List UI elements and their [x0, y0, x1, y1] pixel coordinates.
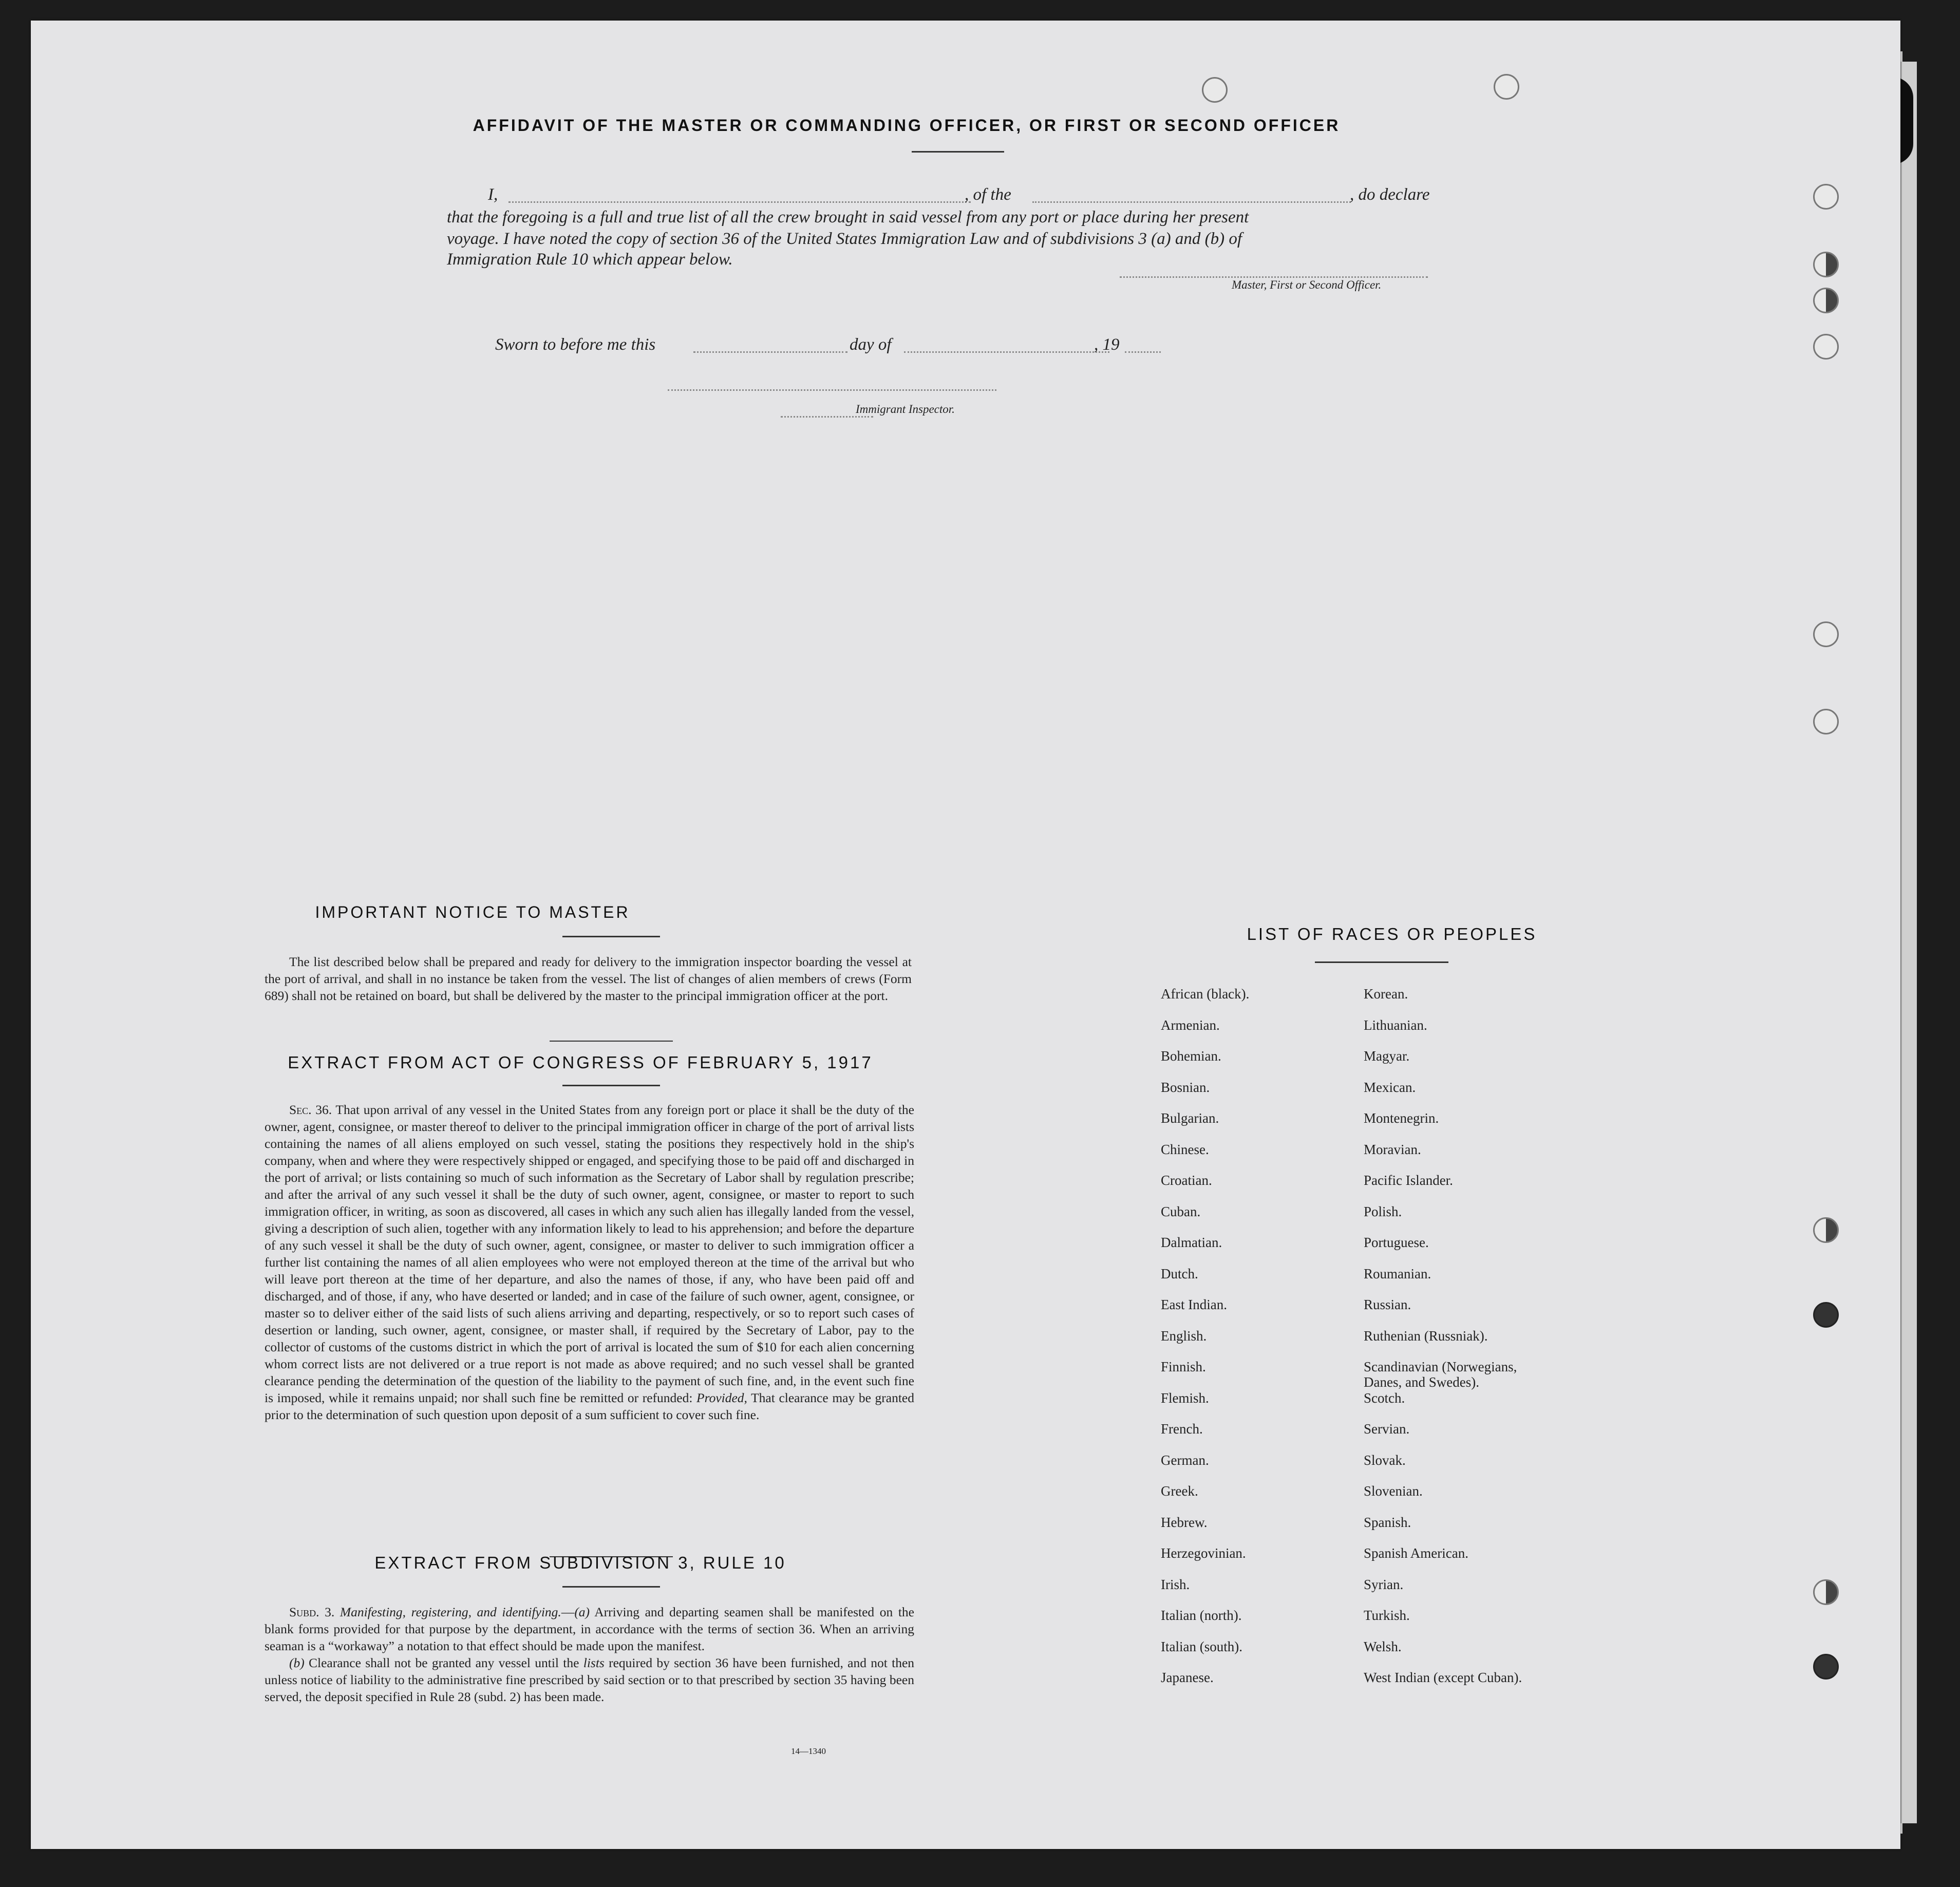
race-item: Slovenian.: [1364, 1483, 1423, 1499]
heading-rule: [562, 936, 660, 937]
heading-rule: [912, 151, 1004, 153]
punch-hole: [1813, 1579, 1839, 1605]
vessel-blank: [1032, 201, 1351, 203]
race-item: Ruthenian (Russniak).: [1364, 1328, 1488, 1344]
race-item: Moravian.: [1364, 1141, 1421, 1157]
race-item: Bulgarian.: [1161, 1110, 1219, 1126]
day-blank: [693, 351, 847, 353]
race-item: Polish.: [1364, 1203, 1402, 1219]
act-heading: EXTRACT FROM ACT OF CONGRESS OF FEBRUARY 5, 1917: [288, 1053, 873, 1072]
act-body-end: That clearance may be granted prior to the determination of such question upon deposit of a sum sufficient to cover such fine.: [265, 1390, 914, 1422]
race-item: French.: [1161, 1421, 1203, 1437]
day-of-label: day of: [850, 335, 892, 354]
punch-hole: [1813, 252, 1839, 277]
punch-hole: [1813, 709, 1839, 734]
b-lists: lists: [583, 1655, 605, 1670]
race-item: Mexican.: [1364, 1079, 1416, 1095]
inspector-caption: Immigrant Inspector.: [856, 403, 955, 416]
race-item: Roumanian.: [1364, 1266, 1431, 1281]
race-item: West Indian (except Cuban).: [1364, 1670, 1522, 1685]
provided-label: Provided,: [696, 1390, 747, 1405]
affidavit-i-label: I,: [488, 185, 498, 204]
race-item: Spanish.: [1364, 1514, 1411, 1530]
race-item: Russian.: [1364, 1297, 1411, 1312]
race-item: Cuban.: [1161, 1203, 1201, 1219]
race-item: Armenian.: [1161, 1017, 1220, 1033]
race-item: Greek.: [1161, 1483, 1198, 1499]
signature-blank: [1120, 276, 1428, 278]
race-item: Dalmatian.: [1161, 1235, 1222, 1250]
signature-caption: Master, First or Second Officer.: [1232, 278, 1382, 291]
race-item: German.: [1161, 1452, 1209, 1468]
race-item: Turkish.: [1364, 1608, 1410, 1623]
race-item: Dutch.: [1161, 1266, 1198, 1281]
a-text: Arriving and departing seamen shall be manifested on the blank forms provided for that purpose by the department, in accordance with the terms of section 36. When an arriving seaman is a “workaway” a notation to that effect should be made upon the manifest.: [265, 1605, 914, 1653]
race-item: Bohemian.: [1161, 1048, 1221, 1064]
affidavit-body-line: Immigration Rule 10 which appear below.: [447, 250, 733, 269]
race-item: Slovak.: [1364, 1452, 1406, 1468]
affidavit-body-line: that the foregoing is a full and true list of all the crew brought in said vessel from any port or place during her present: [447, 208, 1249, 227]
b-text: Clearance shall not be granted any vessel until the: [309, 1655, 579, 1670]
affidavit-heading: AFFIDAVIT OF THE MASTER OR COMMANDING OFFICER, OR FIRST OR SECOND OFFICER: [473, 116, 1341, 135]
races-right-column: [1364, 986, 1631, 1705]
section-rule: [550, 1041, 673, 1042]
race-item: Irish.: [1161, 1576, 1190, 1592]
punch-hole: [1813, 334, 1839, 360]
race-item: Chinese.: [1161, 1141, 1209, 1157]
b-text: required by section 36 have been furnished, and not then unless notice of liability to the administrative fine prescribed by said section or to that prescribed by section 35 having been served, the deposit specified in Rule 28 (subd. 2) has been made.: [265, 1655, 915, 1704]
race-item: Syrian.: [1364, 1576, 1404, 1592]
race-item: Italian (north).: [1161, 1608, 1242, 1623]
race-item: Hebrew.: [1161, 1514, 1208, 1530]
rule-paragraph-b: [265, 1654, 914, 1705]
race-item: Scotch.: [1364, 1390, 1405, 1406]
punch-hole: [1813, 1217, 1839, 1243]
punch-hole: [1813, 1302, 1839, 1328]
race-item: Herzegovinian.: [1161, 1545, 1246, 1561]
punch-hole: [1813, 288, 1839, 313]
heading-rule: [1315, 961, 1448, 963]
race-item: Scandinavian (Norwegians, Danes, and Swedes).: [1364, 1359, 1517, 1390]
punch-hole: [1202, 77, 1228, 103]
punch-hole: [1813, 184, 1839, 210]
name-blank: [508, 201, 971, 203]
notice-text: [265, 953, 912, 1004]
punch-hole: [1494, 74, 1519, 100]
affidavit-declare-label: , do declare: [1350, 185, 1430, 204]
race-item: Bosnian.: [1161, 1079, 1210, 1095]
form-number: 14—1340: [791, 1746, 826, 1756]
race-item: Portuguese.: [1364, 1235, 1429, 1250]
notice-paragraph: The list described below shall be prepared and ready for delivery to the immigration inspector boarding the vessel at the port of arrival, and shall in no instance be taken from the vessel. The list of changes of alien members of crews (Form 689) shall not be retained on board, but shall be delivered by the master to the principal immigration officer at the port.: [265, 954, 912, 1003]
race-item: Magyar.: [1364, 1048, 1410, 1064]
race-item: Pacific Islander.: [1364, 1173, 1453, 1188]
punch-hole: [1813, 1654, 1839, 1680]
heading-rule: [562, 1586, 660, 1588]
year-blank: [1125, 351, 1161, 353]
sworn-label: Sworn to before me this: [495, 335, 656, 354]
rule-paragraph-a: Subd. 3. Manifesting, registering, and identifying.—(a) Arriving and departing seamen shall be manifested on the blank forms provided for that purpose by the department, in accordance with the terms of section 36. When an arriving seaman is a “workaway” a notation to that effect should be made upon the manifest.: [265, 1605, 914, 1653]
race-item: Servian.: [1364, 1421, 1410, 1437]
act-paragraph: [265, 1101, 914, 1423]
subd-title: Manifesting, registering, and identifying.: [340, 1605, 561, 1619]
punch-hole: [1813, 621, 1839, 647]
subd-label: Subd. 3.: [289, 1605, 335, 1619]
race-item: East Indian.: [1161, 1297, 1227, 1312]
notice-heading: IMPORTANT NOTICE TO MASTER: [315, 903, 630, 921]
inspector-blank: [781, 416, 873, 418]
race-item: Italian (south).: [1161, 1638, 1242, 1654]
races-left-column: [1161, 986, 1356, 1705]
rule-heading: EXTRACT FROM SUBDIVISION 3, RULE 10: [374, 1553, 786, 1572]
document-page: [31, 21, 1900, 1849]
races-heading: LIST OF RACES OR PEOPLES: [1247, 924, 1537, 943]
rule-text: [265, 1603, 914, 1705]
race-item: Croatian.: [1161, 1173, 1212, 1188]
race-item: Korean.: [1364, 986, 1408, 1002]
year-label: , 19: [1094, 335, 1120, 354]
race-item: Finnish.: [1161, 1359, 1206, 1374]
month-blank: [904, 351, 1109, 353]
race-item: Lithuanian.: [1364, 1017, 1427, 1033]
race-item: Flemish.: [1161, 1390, 1209, 1406]
race-item: English.: [1161, 1328, 1207, 1344]
affidavit-of-the-label: , of the: [965, 185, 1011, 204]
race-item: Montenegrin.: [1364, 1110, 1439, 1126]
race-item: Welsh.: [1364, 1638, 1402, 1654]
a-label: (a): [574, 1605, 590, 1619]
inspector-blank: [668, 389, 996, 391]
race-item: Japanese.: [1161, 1670, 1214, 1685]
race-item: African (black).: [1161, 986, 1250, 1002]
act-body: That upon arrival of any vessel in the United States from any foreign port or place it shall be the duty of the owner, agent, consignee, or master thereof to deliver to the principal immigration officer in charge of the port of arrival lists containing the names of all aliens employed on such vessel, stating the positions they respectively hold in the ship's company, when and where they were respectively shipped or engaged, and specifying those to be paid off and discharged in the port of arrival; or lists containing so much of such information as the Secretary of Labor shall by regulation prescribe; and after the arrival of any such vessel it shall be the duty of such owner, agent, consignee, or master to report to such immigration officer, in writing, as soon as discovered, all cases in which any such alien has illegally landed from the vessel, giving a description of such alien, together with any information likely to lead to his apprehension; and before the departure of any such vessel it shall be the duty of such owner, agent, consignee, or master to deliver to such immigration officer a further list containing the names of all alien employees who were not employed thereon at the time of the arrival but who will leave port thereon at the time of her departure, and also the names of those, if any, who have been paid off and discharged, and of those, if any, who have deserted or landed; and in case of the failure of such owner, agent, consignee, or master so to deliver either of the said lists of such aliens arriving and departing, respectively, or so to report such cases of desertion or landing, such owner, agent, consignee, or master shall, if required by the Secretary of Labor, pay to the collector of customs of the customs district in which the port of arrival is located the sum of $10 for each alien concerning whom correct lists are not delivered or a true report is not made as above required; and no such vessel shall be granted clearance pending the determination of the question of the liability to the payment of such fine, and, in the event such fine is imposed, while it remains unpaid; nor shall such fine be remitted or refunded:: [265, 1102, 915, 1405]
b-label: (b): [289, 1655, 305, 1670]
heading-rule: [562, 1085, 660, 1086]
affidavit-body-line: voyage. I have noted the copy of section 36 of the United States Immigration Law and of subdivisions 3 (a) and (b) of: [447, 230, 1242, 248]
act-text: [265, 1101, 914, 1423]
race-item: Spanish American.: [1364, 1545, 1468, 1561]
page-edge: [1900, 62, 1917, 1823]
section-label: Sec. 36.: [289, 1102, 332, 1117]
